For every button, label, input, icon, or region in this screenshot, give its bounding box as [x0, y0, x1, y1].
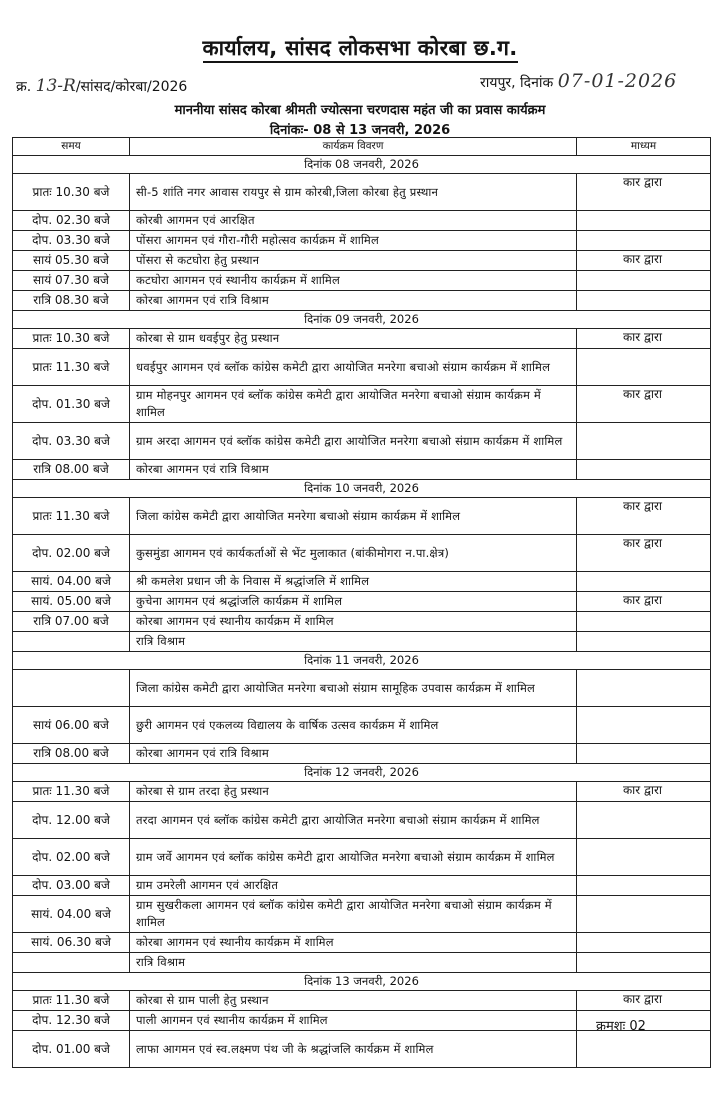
ref-suffix: /सांसद/कोरबा/2026: [75, 79, 188, 95]
medium-cell: [577, 1031, 711, 1068]
table-row: [13, 876, 711, 896]
ref-number-handwritten: 13-R: [35, 76, 76, 96]
time-cell: प्रातः 10.30 बजे: [13, 329, 130, 349]
time-cell: रात्रि 08.00 बजे: [13, 460, 130, 480]
table-row: [13, 1031, 711, 1068]
time-cell: [13, 632, 130, 652]
table-row: [13, 535, 711, 572]
day-header-row: [13, 652, 711, 670]
description-cell: श्री कमलेश प्रधान जी के निवास में श्रद्धांजलि में शामिल: [130, 572, 577, 592]
table-row: [13, 612, 711, 632]
time-cell: प्रातः 11.30 बजे: [13, 782, 130, 802]
day-header-row: [13, 764, 711, 782]
medium-cell: [577, 744, 711, 764]
medium-cell: कार द्वारा: [577, 782, 711, 802]
time-cell: प्रातः 11.30 बजे: [13, 991, 130, 1011]
medium-cell: [577, 349, 711, 386]
table-row: [13, 498, 711, 535]
time-cell: सायं 06.00 बजे: [13, 707, 130, 744]
description-cell: लाफा आगमन एवं स्व.लक्ष्मण पंथ जी के श्रद्धांजलि कार्यक्रम में शामिल: [130, 1031, 577, 1068]
description-cell: रात्रि विश्राम: [130, 953, 577, 973]
table-row: [13, 174, 711, 211]
table-row: [13, 386, 711, 423]
column-header-description: कार्यक्रम विवरण: [130, 138, 577, 156]
medium-cell: [577, 291, 711, 311]
medium-cell: कार द्वारा: [577, 386, 711, 423]
medium-cell: कार द्वारा: [577, 174, 711, 211]
place-date-label: रायपुर, दिनांक: [480, 75, 554, 91]
column-header-medium: माध्यम: [577, 138, 711, 156]
time-cell: दोप. 02.00 बजे: [13, 839, 130, 876]
table-row: [13, 423, 711, 460]
time-cell: सायं. 06.30 बजे: [13, 933, 130, 953]
description-cell: कोरबा आगमन एवं रात्रि विश्राम: [130, 744, 577, 764]
continued-marker: क्रमशः 02: [596, 1019, 646, 1034]
description-cell: ग्राम उमरेली आगमन एवं आरक्षित: [130, 876, 577, 896]
time-cell: [13, 953, 130, 973]
medium-cell: [577, 612, 711, 632]
date-handwritten: 07-01-2026: [557, 70, 678, 92]
time-cell: दोप. 03.00 बजे: [13, 876, 130, 896]
medium-cell: [577, 896, 711, 933]
description-cell: पोंसरा से कटघोरा हेतु प्रस्थान: [130, 251, 577, 271]
table-row: [13, 592, 711, 612]
day-label: दिनांक 09 जनवरी, 2026: [13, 311, 711, 329]
day-label: दिनांक 11 जनवरी, 2026: [13, 652, 711, 670]
table-row: [13, 291, 711, 311]
schedule-body: [13, 156, 711, 1068]
description-cell: तरदा आगमन एवं ब्लॉक कांग्रेस कमेटी द्वारा आयोजित मनरेगा बचाओ संग्राम कार्यक्रम में शामिल: [130, 802, 577, 839]
time-cell: प्रातः 10.30 बजे: [13, 174, 130, 211]
table-row: [13, 933, 711, 953]
description-cell: कोरबा आगमन एवं रात्रि विश्राम: [130, 291, 577, 311]
time-cell: [13, 670, 130, 707]
description-cell: कोरबी आगमन एवं आरक्षित: [130, 211, 577, 231]
medium-cell: [577, 670, 711, 707]
medium-cell: [577, 231, 711, 251]
medium-cell: [577, 953, 711, 973]
description-cell: जिला कांग्रेस कमेटी द्वारा आयोजित मनरेगा बचाओ संग्राम कार्यक्रम में शामिल: [130, 498, 577, 535]
table-row: [13, 802, 711, 839]
time-cell: दोप. 12.00 बजे: [13, 802, 130, 839]
time-cell: रात्रि 08.00 बजे: [13, 744, 130, 764]
table-row: [13, 329, 711, 349]
time-cell: सायं 05.30 बजे: [13, 251, 130, 271]
time-cell: दोप. 02.30 बजे: [13, 211, 130, 231]
day-header-row: [13, 973, 711, 991]
time-cell: सायं. 04.00 बजे: [13, 896, 130, 933]
description-cell: छुरी आगमन एवं एकलव्य विद्यालय के वार्षिक उत्सव कार्यक्रम में शामिल: [130, 707, 577, 744]
description-cell: ग्राम अरदा आगमन एवं ब्लॉक कांग्रेस कमेटी द्वारा आयोजित मनरेगा बचाओ संग्राम कार्यक्रम में शामिल: [130, 423, 577, 460]
description-cell: सी-5 शांति नगर आवास रायपुर से ग्राम कोरबी,जिला कोरबा हेतु प्रस्थान: [130, 174, 577, 211]
description-cell: पोंसरा आगमन एवं गौरा-गौरी महोत्सव कार्यक्रम में शामिल: [130, 231, 577, 251]
medium-cell: [577, 271, 711, 291]
office-title: कार्यालय, सांसद लोकसभा कोरबा छ.ग.: [0, 34, 720, 62]
day-label: दिनांक 13 जनवरी, 2026: [13, 973, 711, 991]
table-row: [13, 896, 711, 933]
description-cell: कटघोरा आगमन एवं स्थानीय कार्यक्रम में शामिल: [130, 271, 577, 291]
medium-cell: [577, 423, 711, 460]
table-row: [13, 839, 711, 876]
medium-cell: कार द्वारा: [577, 991, 711, 1011]
program-date-range: दिनांकः- 08 से 13 जनवरी, 2026: [269, 123, 451, 138]
time-cell: दोप. 03.30 बजे: [13, 423, 130, 460]
medium-cell: [577, 707, 711, 744]
table-row: [13, 572, 711, 592]
description-cell: रात्रि विश्राम: [130, 632, 577, 652]
medium-cell: कार द्वारा: [577, 592, 711, 612]
place-date: [480, 70, 677, 92]
column-header-time: समय: [13, 138, 130, 156]
day-label: दिनांक 08 जनवरी, 2026: [13, 156, 711, 174]
medium-cell: [577, 211, 711, 231]
description-cell: ग्राम मोहनपुर आगमन एवं ब्लॉक कांग्रेस कमेटी द्वारा आयोजित मनरेगा बचाओ संग्राम कार्यक्रम में शामिल: [130, 386, 577, 423]
description-cell: पाली आगमन एवं स्थानीय कार्यक्रम में शामिल: [130, 1011, 577, 1031]
medium-cell: [577, 839, 711, 876]
time-cell: रात्रि 08.30 बजे: [13, 291, 130, 311]
description-cell: कोरबा से ग्राम पाली हेतु प्रस्थान: [130, 991, 577, 1011]
table-row: [13, 632, 711, 652]
medium-cell: [577, 933, 711, 953]
description-cell: कोरबा आगमन एवं स्थानीय कार्यक्रम में शामिल: [130, 933, 577, 953]
description-cell: ग्राम जर्वे आगमन एवं ब्लॉक कांग्रेस कमेटी द्वारा आयोजित मनरेगा बचाओ संग्राम कार्यक्रम में शामिल: [130, 839, 577, 876]
description-cell: ग्राम सुखरीकला आगमन एवं ब्लॉक कांग्रेस कमेटी द्वारा आयोजित मनरेगा बचाओ संग्राम कार्यक्रम में शामिल: [130, 896, 577, 933]
medium-cell: कार द्वारा: [577, 329, 711, 349]
medium-cell: [577, 802, 711, 839]
day-label: दिनांक 12 जनवरी, 2026: [13, 764, 711, 782]
time-cell: रात्रि 07.00 बजे: [13, 612, 130, 632]
table-row: [13, 782, 711, 802]
day-header-row: [13, 480, 711, 498]
time-cell: दोप. 03.30 बजे: [13, 231, 130, 251]
time-cell: दोप. 01.00 बजे: [13, 1031, 130, 1068]
time-cell: सायं. 04.00 बजे: [13, 572, 130, 592]
description-cell: कोरबा आगमन एवं स्थानीय कार्यक्रम में शामिल: [130, 612, 577, 632]
ref-prefix: क्र.: [16, 79, 32, 95]
reference-number: [16, 76, 187, 96]
schedule-table: [12, 137, 711, 1068]
medium-cell: कार द्वारा: [577, 535, 711, 572]
description-cell: कुचेना आगमन एवं श्रद्धांजलि कार्यक्रम में शामिल: [130, 592, 577, 612]
medium-cell: [577, 572, 711, 592]
table-row: [13, 231, 711, 251]
medium-cell: [577, 876, 711, 896]
description-cell: कोरबा से ग्राम धवईपुर हेतु प्रस्थान: [130, 329, 577, 349]
table-row: [13, 670, 711, 707]
time-cell: सायं 07.30 बजे: [13, 271, 130, 291]
table-header-row: [13, 138, 711, 156]
time-cell: दोप. 01.30 बजे: [13, 386, 130, 423]
description-cell: कुसमुंडा आगमन एवं कार्यकर्ताओं से भेंट मुलाकात (बांकीमोगरा न.पा.क्षेत्र): [130, 535, 577, 572]
day-header-row: [13, 156, 711, 174]
table-row: [13, 953, 711, 973]
medium-cell: कार द्वारा: [577, 251, 711, 271]
time-cell: प्रातः 11.30 बजे: [13, 349, 130, 386]
program-title: माननीया सांसद कोरबा श्रीमती ज्योत्सना चरणदास महंत जी का प्रवास कार्यक्रम: [174, 103, 546, 118]
table-row: [13, 211, 711, 231]
description-cell: जिला कांग्रेस कमेटी द्वारा आयोजित मनरेगा बचाओ संग्राम सामूहिक उपवास कार्यक्रम में शामिल: [130, 670, 577, 707]
medium-cell: [577, 632, 711, 652]
time-cell: प्रातः 11.30 बजे: [13, 498, 130, 535]
table-row: [13, 991, 711, 1011]
medium-cell: [577, 460, 711, 480]
table-row: [13, 744, 711, 764]
table-row: [13, 271, 711, 291]
medium-cell: कार द्वारा: [577, 498, 711, 535]
table-row: [13, 460, 711, 480]
time-cell: दोप. 12.30 बजे: [13, 1011, 130, 1031]
description-cell: कोरबा से ग्राम तरदा हेतु प्रस्थान: [130, 782, 577, 802]
table-row: [13, 707, 711, 744]
table-row: [13, 251, 711, 271]
description-cell: कोरबा आगमन एवं रात्रि विश्राम: [130, 460, 577, 480]
day-header-row: [13, 311, 711, 329]
table-row: [13, 349, 711, 386]
day-label: दिनांक 10 जनवरी, 2026: [13, 480, 711, 498]
description-cell: धवईपुर आगमन एवं ब्लॉक कांग्रेस कमेटी द्वारा आयोजित मनरेगा बचाओ संग्राम कार्यक्रम में शामिल: [130, 349, 577, 386]
time-cell: सायं. 05.00 बजे: [13, 592, 130, 612]
time-cell: दोप. 02.00 बजे: [13, 535, 130, 572]
